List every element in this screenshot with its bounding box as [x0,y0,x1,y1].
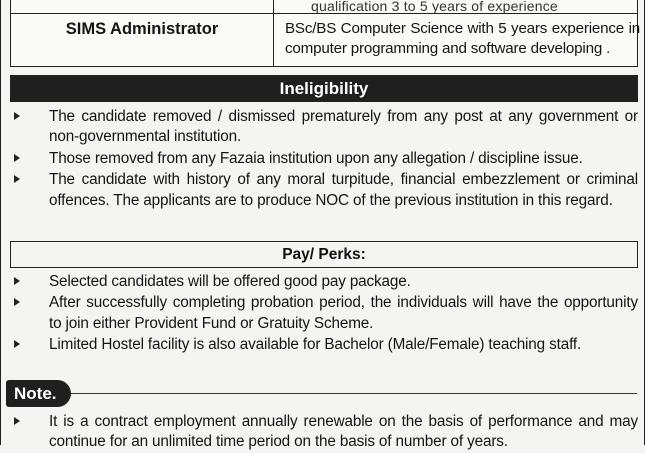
table-row-divider [11,13,637,14]
note-divider [71,393,637,394]
cut-off-row-text: qualification 3 to 5 years of experience [311,0,558,13]
list-item [10,272,638,292]
list-item [10,412,638,453]
list-item-text: Limited Hostel facility is also available for Bachelor (Male/Female) teaching staff. [49,336,582,354]
pay-perks-list [10,272,638,356]
table-column-divider [273,0,274,66]
note-label: Note. [6,380,71,407]
list-item [10,293,638,334]
positions-table [10,0,638,67]
list-item-text: It is a contract employment annually renewable on the basis of performance and may continue for an unlimited time period on the basis of number of years. [49,413,638,451]
bullet-arrow-icon [14,112,20,120]
bullet-arrow-icon [14,277,20,285]
post-requirement: BSc/BS Computer Science with 5 years experience in computer programming and software developing . [285,20,640,57]
bullet-arrow-icon [14,154,20,162]
list-item-text: Selected candidates will be offered good pay package. [49,273,411,290]
list-item-text: Those removed from any Fazaia institution upon any allegation / discipline issue. [49,149,583,167]
note-list [10,412,638,453]
list-item [10,107,638,148]
bullet-arrow-icon [14,340,20,348]
ineligibility-heading: Ineligibility [10,75,638,102]
list-item [10,149,638,169]
pay-perks-heading: Pay/ Perks: [10,241,638,268]
ineligibility-list [10,107,638,211]
list-item-text: The candidate removed / dismissed prematurely from any post at any government or non-governmental institution. [49,108,638,146]
list-item-text: The candidate with history of any moral turpitude, financial embezzlement or criminal offences. The applicants are to produce NOC of the previous institution in this regard. [49,171,638,209]
bullet-arrow-icon [14,417,20,425]
list-item-text: After successfully completing probation period, the individuals will have the opportunity to join either Provident Fund or Gratuity Scheme. [49,294,638,332]
bullet-arrow-icon [14,175,20,183]
bullet-arrow-icon [14,298,20,306]
page-left-edge [0,0,1,445]
list-item [10,170,638,211]
post-title: SIMS Administrator [65,20,219,38]
list-item [10,335,638,355]
